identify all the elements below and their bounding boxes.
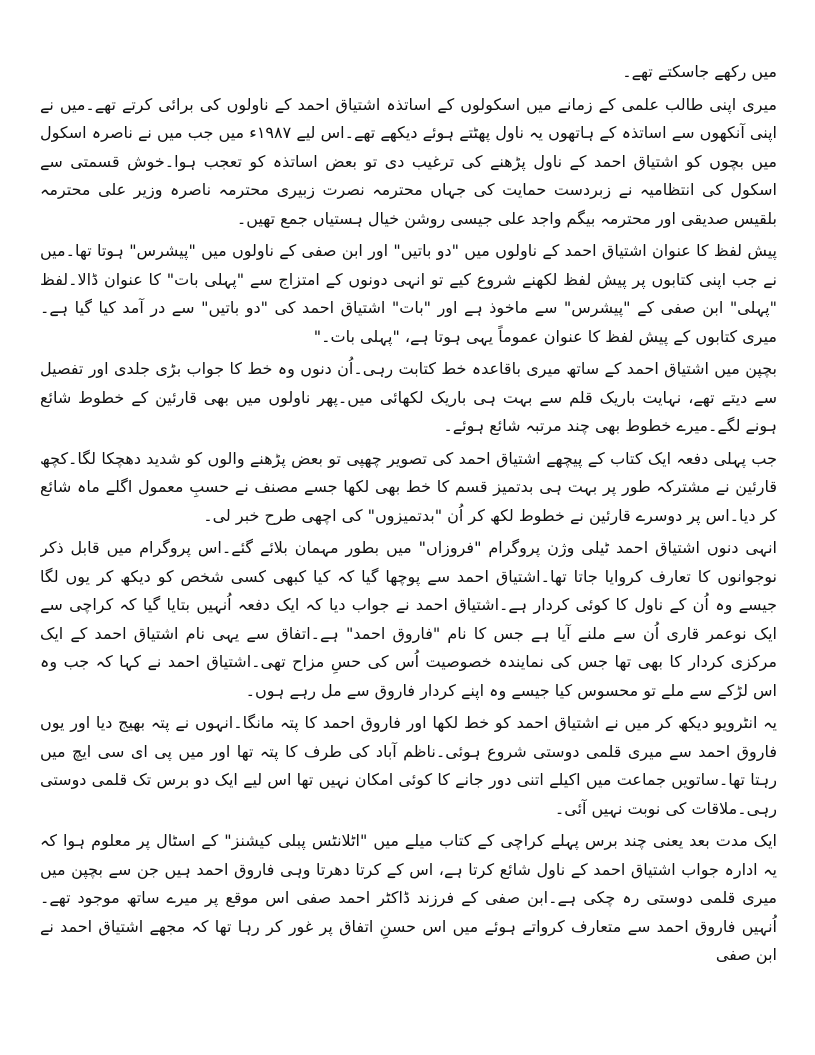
paragraph-pen-friendship: یہ انٹرویو دیکھ کر میں نے اشتیاق احمد کو خط لکھا اور فاروق احمد کا پتہ مانگا۔انہوں نے پتہ بھیج دیا اور یوں فاروق احمد سے میری قلمی دوستی شروع ہوئی۔ناظم آباد کی طرف کا پتہ تھا اور میں پی ای سی ایچ میں رہتا تھا۔ساتویں جماعت میں اکیلے اتنی دور جانے کا کوئی امکان نہیں تھا اس لیے ایک دو برس تک قلمی دوستی رہی۔ملاقات کی نوبت نہیں آئی۔ [40,713,777,818]
paragraph-teachers: میری اپنی طالب علمی کے زمانے میں اسکولوں کے اساتذہ اشتیاق احمد کے ناولوں کی برائی کرتے تھے۔میں نے اپنی آنکھوں سے اساتذہ کے ہاتھوں یہ ناول پھٹتے ہوئے دیکھے تھے۔اس لیے ۱۹۸۷ء میں جب میں نے ناصرہ اسکول میں بچوں کو اشتیاق احمد کے ناول پڑھنے کی ترغیب دی تو بعض اساتذہ کو تعجب ہوا۔خوش قسمتی سے اسکول کی انتظامیہ نے زبردست حمایت کی جہاں محترمہ نصرت زبیری محترمہ ناصرہ وزیر علی محترمہ بلقیس صدیقی اور محترمہ بیگم واجد علی جیسی روشن خیال ہستیاں جمع تھیں۔ [40,94,777,228]
paragraph-photo: جب پہلی دفعہ ایک کتاب کے پیچھے اشتیاق احمد کی تصویر چھپی تو بعض پڑھنے والوں کو شدید دھچکا لگا۔کچھ قارئین نے مشترکہ طور پر بہت ہی بدتمیز قسم کا خط بھی لکھا جسے مصنف نے حسبِ معمول اگلے ماہ شائع کر دیا۔اس پر دوسرے قارئین نے خطوط لکھ کر اُن "بدتمیزوں" کی اچھی طرح خبر لی۔ [40,448,777,525]
paragraph-continuation: میں رکھے جاسکتے تھے۔ [622,62,777,81]
document-page [40,58,777,1018]
paragraph-book-fair: ایک مدت بعد یعنی چند برس پہلے کراچی کے کتاب میلے میں "اٹلانٹس پبلی کیشنز" کے اسٹال پر معلوم ہوا کہ یہ ادارہ جواب اشتیاق احمد کے ناول شائع کرتا ہے، اس کے کرتا دھرتا وہی فاروق احمد ہیں جن سے بچپن میں میری قلمی دوستی رہ چکی ہے۔ابن صفی کے فرزند ڈاکٹر احمد صفی اس موقع پر میرے ساتھ موجود تھے۔اُنہیں فاروق احمد سے متعارف کرواتے ہوئے میں اس حسنِ اتفاق پر غور کر رہا تھا کہ مجھے اشتیاق احمد نے ابن صفی [40,831,777,964]
paragraph-correspondence: بچپن میں اشتیاق احمد کے ساتھ میری باقاعدہ خط کتابت رہی۔اُن دنوں وہ خط کا جواب بڑی جلدی اور تفصیل سے دیتے تھے، نہایت باریک قلم سے بہت ہی باریک لکھائی میں۔پھر ناولوں میں بھی قارئین کے خطوط شائع ہونے لگے۔میرے خطوط بھی چند مرتبہ شائع ہوئے۔ [40,359,777,435]
paragraph-tv-program: انہی دنوں اشتیاق احمد ٹیلی وژن پروگرام "فروزاں" میں بطور مہمان بلائے گئے۔اس پروگرام میں قابل ذکر نوجوانوں کا تعارف کروایا جاتا تھا۔اشتیاق احمد سے پوچھا گیا کہ کیا کبھی کسی شخص کو دیکھ کر یوں لگا جیسے وہ اُن کے ناول کا کوئی کردار ہے۔اشتیاق احمد نے جواب دیا کہ ایک دفعہ اُنہیں بتایا گیا کہ کراچی سے ایک نوعمر قاری اُن سے ملنے آیا ہے جس کا نام "فاروق احمد" ہے۔اتفاق سے یہی نام اشتیاق احمد کے ایک مرکزی کردار کا بھی تھا جس کی نمایندہ خصوصیت اُس کی حسِ مزاح تھی۔اشتیاق احمد نے کہا کہ جب وہ اس لڑکے سے ملے تو محسوس کیا جیسے وہ اپنے کردار فاروق سے مل رہے ہوں۔ [40,538,777,700]
paragraph-foreword-title: پیش لفظ کا عنوان اشتیاق احمد کے ناولوں میں "دو باتیں" اور ابن صفی کے ناولوں میں "پیشرس" ہوتا تھا۔میں نے جب اپنی کتابوں پر پیش لفظ لکھنے شروع کیے تو انہی دونوں کے امتزاج سے "پہلی بات" کا عنوان ڈالا۔لفظ "پہلی" ابن صفی کے "پیشرس" سے ماخوذ ہے اور "بات" اشتیاق احمد کی "دو باتیں" سے در آمد کیا گیا ہے۔میری کتابوں کے پیش لفظ کا عنوان عموماً یہی ہوتا ہے، "پہلی بات۔" [40,241,777,346]
